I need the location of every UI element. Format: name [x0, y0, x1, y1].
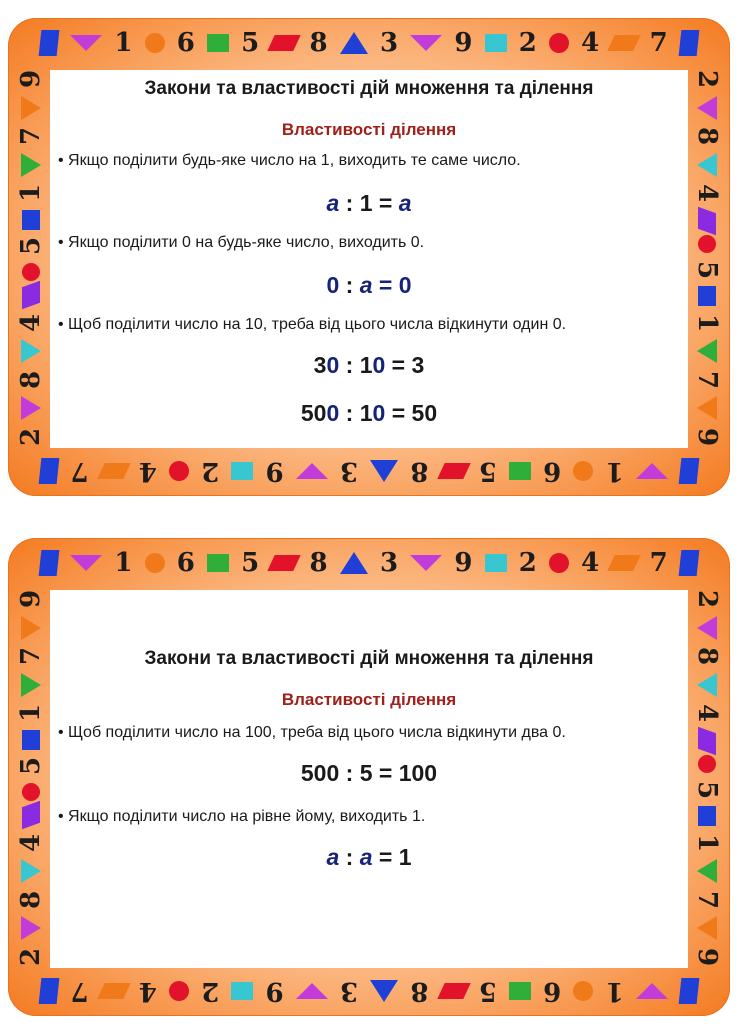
red-circle-icon	[549, 33, 569, 53]
border-number: 5	[692, 780, 722, 799]
red-circle-icon	[169, 461, 189, 481]
red-parallelogram-icon	[268, 35, 301, 51]
border-number: 4	[16, 313, 46, 332]
border-number: 8	[309, 28, 328, 58]
rule-text: • Щоб поділити число на 10, треба від цього числа відкинути один 0.	[58, 316, 567, 333]
formula-variable: a	[359, 844, 373, 870]
border-number: 3	[339, 456, 359, 486]
orange-parallelogram-icon	[608, 555, 641, 571]
border-number: 1	[692, 313, 722, 332]
border-number: 1	[16, 704, 46, 723]
green-square-icon	[207, 554, 229, 572]
magenta-trapezoid-icon	[296, 463, 328, 479]
border-number: 9	[16, 69, 46, 89]
card-panel	[50, 70, 688, 448]
blue-square-icon	[678, 550, 699, 576]
orange-circle-icon	[145, 553, 165, 573]
formula-part: 500 : 5 = 100	[300, 760, 438, 786]
border-strip-right	[690, 586, 724, 970]
purple-parallelogram-icon	[22, 281, 40, 310]
orange-triangle-icon	[21, 96, 41, 120]
formula-part: = 3	[385, 352, 425, 378]
border-number: 9	[692, 947, 722, 966]
border-number: 1	[114, 548, 133, 578]
formula	[50, 190, 688, 217]
border-number: 1	[605, 976, 624, 1006]
orange-triangle-icon	[697, 916, 717, 940]
formula-zero: 0	[372, 352, 386, 378]
formula-variable: a	[326, 844, 340, 870]
cyan-triangle-icon	[21, 859, 41, 883]
orange-circle-icon	[573, 981, 593, 1001]
border-number: 6	[543, 976, 562, 1006]
border-number: 5	[16, 237, 46, 256]
blue-square-icon	[39, 550, 60, 576]
formula-part: = 50	[385, 400, 438, 426]
border-number: 2	[518, 548, 537, 578]
green-square-icon	[509, 462, 531, 480]
border-strip-top	[40, 26, 698, 60]
border-number: 4	[581, 548, 600, 578]
border-number: 2	[518, 28, 537, 58]
orange-triangle-icon	[697, 396, 717, 420]
purple-parallelogram-icon	[22, 801, 40, 830]
orange-parallelogram-icon	[97, 463, 130, 479]
border-number: 9	[454, 548, 473, 578]
magenta-trapezoid-icon	[70, 35, 102, 51]
formula-part: : 1	[339, 352, 373, 378]
border-number: 8	[16, 370, 46, 389]
border-number: 7	[692, 890, 722, 909]
green-triangle-icon	[697, 859, 717, 883]
cyan-square-icon	[485, 554, 507, 572]
blue-square-icon	[39, 978, 60, 1004]
border-number: 9	[692, 427, 722, 446]
border-number: 4	[581, 28, 600, 58]
green-square-icon	[509, 982, 531, 1000]
formula	[50, 352, 688, 379]
border-number: 1	[605, 456, 624, 486]
card-panel	[50, 590, 688, 968]
border-strip-top	[40, 546, 698, 580]
formula	[50, 272, 688, 299]
magenta-trapezoid-icon	[410, 35, 442, 51]
blue-square-icon	[39, 30, 60, 56]
blue-square-icon	[678, 30, 699, 56]
magenta-trapezoid-icon	[636, 463, 668, 479]
border-number: 5	[241, 548, 260, 578]
blue-square-icon	[698, 806, 716, 826]
border-number: 8	[692, 127, 722, 146]
red-circle-icon	[169, 981, 189, 1001]
blue-square-icon	[39, 458, 60, 484]
formula-zero: 0	[326, 400, 340, 426]
formula-part: :	[339, 272, 360, 298]
border-number: 8	[410, 976, 429, 1006]
cyan-triangle-icon	[21, 339, 41, 363]
orange-circle-icon	[145, 33, 165, 53]
blue-square-icon	[22, 210, 40, 230]
orange-parallelogram-icon	[608, 35, 641, 51]
cyan-triangle-icon	[697, 673, 717, 697]
orange-parallelogram-icon	[97, 983, 130, 999]
border-number: 6	[543, 456, 562, 486]
formula-zero: 0	[326, 352, 340, 378]
red-circle-icon	[22, 783, 40, 801]
rule-card-1	[8, 18, 730, 496]
magenta-trapezoid-icon	[410, 555, 442, 571]
border-number: 8	[410, 456, 429, 486]
formula-part: 50	[300, 400, 327, 426]
red-parallelogram-icon	[437, 983, 470, 999]
red-circle-icon	[549, 553, 569, 573]
rule-text: • Якщо поділити будь-яке число на 1, виходить те саме число.	[58, 152, 521, 169]
magenta-triangle-icon	[21, 396, 41, 420]
border-number: 7	[649, 28, 668, 58]
formula-part: :	[339, 844, 360, 870]
formula-part: : 1 =	[339, 190, 399, 216]
green-triangle-icon	[697, 339, 717, 363]
formula-variable: a	[398, 190, 412, 216]
cyan-square-icon	[231, 462, 253, 480]
magenta-triangle-icon	[697, 616, 717, 640]
rule-text: • Якщо поділити число на рівне йому, виходить 1.	[58, 808, 426, 825]
cyan-triangle-icon	[697, 153, 717, 177]
border-number: 7	[16, 127, 46, 146]
green-triangle-icon	[21, 153, 41, 177]
border-number: 5	[241, 28, 260, 58]
purple-parallelogram-icon	[698, 206, 716, 235]
border-number: 9	[265, 976, 284, 1006]
formula-part: = 1	[372, 844, 412, 870]
border-number: 8	[692, 647, 722, 666]
card-subtitle: Властивості ділення	[281, 690, 457, 709]
border-number: 5	[16, 757, 46, 776]
border-number: 9	[454, 28, 473, 58]
red-circle-icon	[698, 755, 716, 773]
border-strip-right	[690, 66, 724, 450]
cyan-square-icon	[485, 34, 507, 52]
cyan-square-icon	[231, 982, 253, 1000]
blue-triangle-icon	[340, 32, 368, 54]
border-strip-left	[14, 66, 48, 450]
formula-part: = 0	[372, 272, 412, 298]
formula	[50, 844, 688, 871]
green-triangle-icon	[21, 673, 41, 697]
border-number: 2	[16, 427, 46, 446]
border-strip-bottom	[40, 454, 698, 488]
blue-square-icon	[698, 286, 716, 306]
formula-variable: a	[359, 272, 373, 298]
formula	[50, 400, 688, 427]
blue-triangle-icon	[370, 460, 398, 482]
rule-text: • Щоб поділити число на 100, треба від цього числа відкинути два 0.	[58, 724, 566, 741]
border-number: 2	[692, 69, 722, 89]
green-square-icon	[207, 34, 229, 52]
border-number: 6	[176, 548, 195, 578]
border-number: 9	[265, 456, 284, 486]
red-circle-icon	[698, 235, 716, 253]
border-number: 7	[70, 456, 89, 486]
magenta-triangle-icon	[21, 916, 41, 940]
purple-parallelogram-icon	[698, 726, 716, 755]
border-number: 4	[692, 704, 722, 723]
border-number: 9	[16, 589, 46, 609]
formula	[50, 760, 688, 787]
border-number: 2	[201, 456, 220, 486]
formula-part: : 1	[339, 400, 373, 426]
card-subtitle: Властивості ділення	[281, 120, 457, 139]
border-number: 5	[692, 260, 722, 279]
border-number: 1	[16, 184, 46, 203]
blue-square-icon	[22, 730, 40, 750]
red-parallelogram-icon	[437, 463, 470, 479]
border-number: 8	[309, 548, 328, 578]
formula-part: 3	[313, 352, 327, 378]
border-number: 3	[339, 976, 359, 1006]
magenta-trapezoid-icon	[70, 555, 102, 571]
border-number: 2	[201, 976, 220, 1006]
blue-square-icon	[679, 978, 700, 1004]
border-number: 3	[379, 28, 399, 58]
rule-text: • Якщо поділити 0 на будь-яке число, виходить 0.	[58, 234, 425, 251]
border-number: 1	[692, 833, 722, 852]
border-number: 7	[16, 647, 46, 666]
formula-variable: a	[326, 190, 340, 216]
magenta-trapezoid-icon	[636, 983, 668, 999]
red-circle-icon	[22, 263, 40, 281]
red-parallelogram-icon	[268, 555, 301, 571]
border-strip-left	[14, 586, 48, 970]
blue-triangle-icon	[370, 980, 398, 1002]
border-number: 7	[692, 370, 722, 389]
border-number: 4	[138, 976, 157, 1006]
orange-triangle-icon	[21, 616, 41, 640]
border-number: 3	[379, 548, 399, 578]
formula-number: 0	[326, 272, 340, 298]
border-number: 4	[692, 184, 722, 203]
card-title: Закони та властивості дій множення та ділення	[144, 78, 594, 99]
border-strip-bottom	[40, 974, 698, 1008]
border-number: 4	[16, 833, 46, 852]
blue-triangle-icon	[340, 552, 368, 574]
border-number: 1	[114, 28, 133, 58]
formula-zero: 0	[372, 400, 386, 426]
border-number: 4	[138, 456, 157, 486]
magenta-triangle-icon	[697, 96, 717, 120]
magenta-trapezoid-icon	[296, 983, 328, 999]
border-number: 7	[70, 976, 89, 1006]
blue-square-icon	[679, 458, 700, 484]
border-number: 5	[478, 976, 497, 1006]
border-number: 2	[692, 589, 722, 609]
border-number: 5	[478, 456, 497, 486]
card-title: Закони та властивості дій множення та ділення	[144, 648, 594, 669]
rule-card-2	[8, 538, 730, 1016]
border-number: 6	[176, 28, 195, 58]
border-number: 2	[16, 947, 46, 966]
orange-circle-icon	[573, 461, 593, 481]
border-number: 7	[649, 548, 668, 578]
border-number: 8	[16, 890, 46, 909]
